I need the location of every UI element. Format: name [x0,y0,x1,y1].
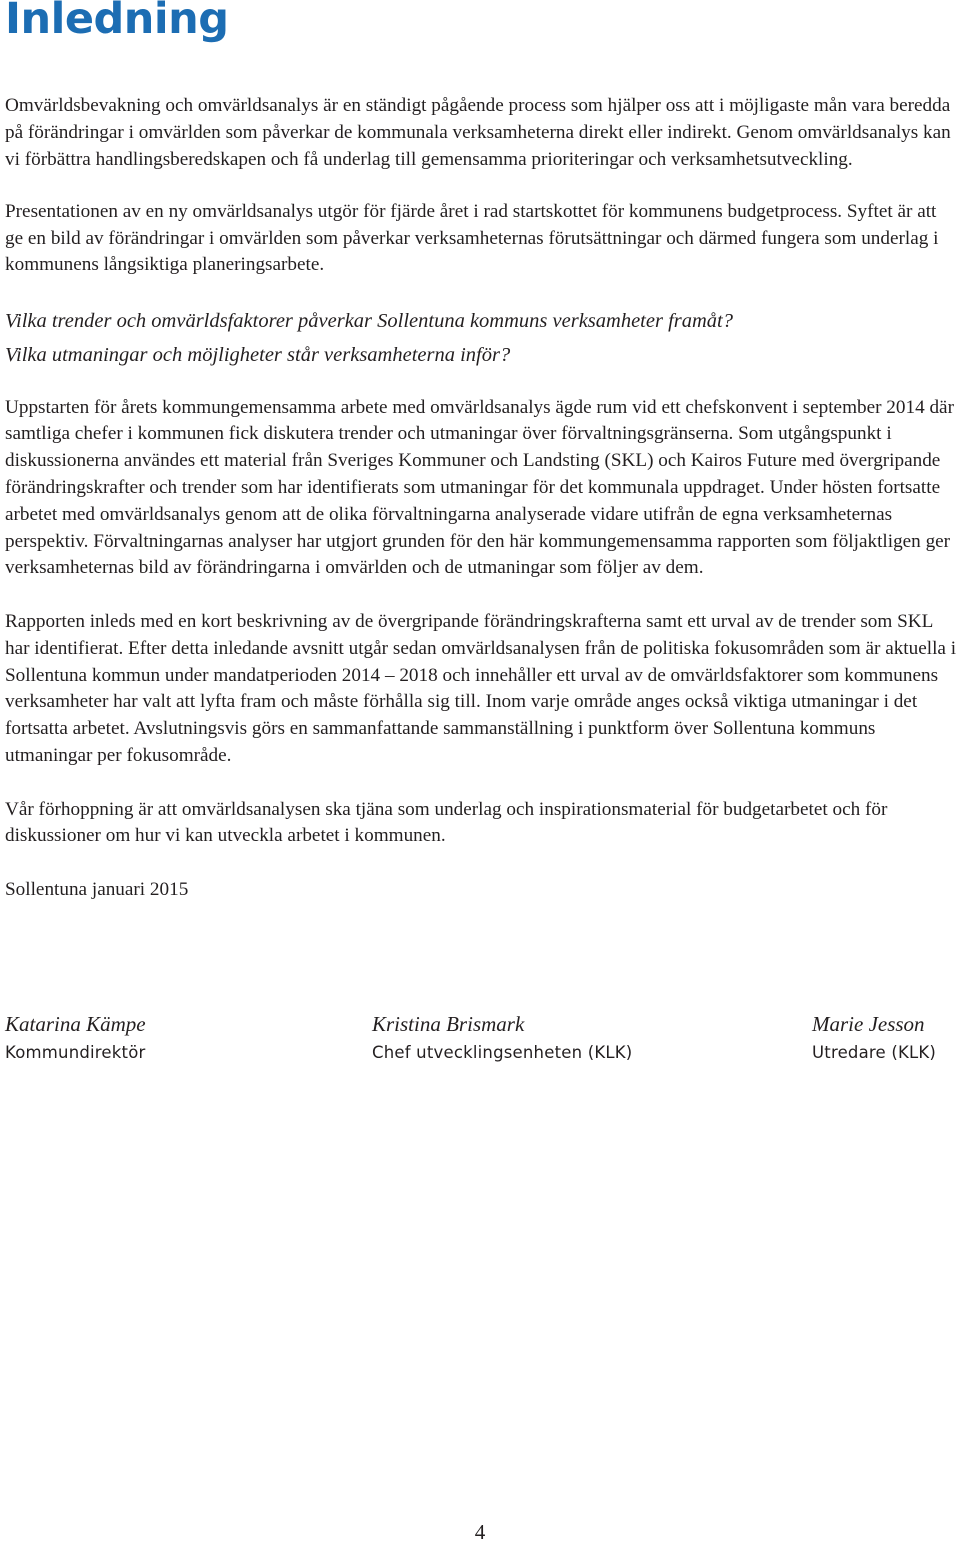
kickoff-paragraph: Uppstarten för årets kommungemensamma arbete med omvärldsanalys ägde rum vid ett chefskonvent i september 2014 där samtliga chefer i kommunen fick diskutera trender och utmaningar över förvaltningsgränserna. Som utgångspunkt i diskussionerna användes ett material från Sveriges Kommuner och Landsting (SKL) och Kairos Future med övergripande förändringskrafter och trender som har identifierats som utmaningar för det kommunala uppdraget. Under hösten fortsatte arbetet med omvärldsanalys genom att de olika förvaltningarna analyserade vidare utifrån de egna verksamheternas perspektiv. Förvaltningarnas analyser har utgjort grunden för den här kommungemensamma rapporten som följaktligen ger verksamheternas bild av förändringarna i omvärlden och de utmaningar som följer av dem. [5,396,954,579]
signatory-brismark [372,1009,632,1067]
intro-paragraph: Omvärldsbevakning och omvärldsanalys är en ständigt pågående process som hjälper oss att i möjligaste mån vara beredda på förändringar i omvärlden som påverkar de kommunala verksamheterna direkt eller indirekt. Genom omvärldsanalys kan vi förbättra handlingsberedskapen och få underlag till gemensamma prioriteringar och verksamhetsutveckling. [5,95,951,170]
signatory-title: Chef utvecklingsenheten (KLK) [372,1043,633,1062]
key-questions [5,304,959,372]
signatory-title: Kommundirektör [5,1043,146,1062]
signatory-title: Utredare (KLK) [812,1043,937,1062]
date-line: Sollentuna januari 2015 [5,878,189,900]
purpose-paragraph: Presentationen av en ny omvärldsanalys utgör för fjärde året i rad startskottet för kommunens budgetprocess. Syftet är att ge en bild av förändringar i omvärlden som påverkar verksamheternas förutsättningar och därmed fungera som underlag i kommunens långsiktiga planeringsarbete. [5,200,939,276]
signatory-name: Marie Jesson [812,1012,925,1036]
signatory-kampe [5,1009,146,1067]
question-trends: Vilka trender och omvärldsfaktorer påverkar Sollentuna kommuns verksamheter framåt? [5,309,733,332]
question-challenges: Vilka utmaningar och möjligheter står verksamheterna inför? [5,343,511,366]
report-outline-paragraph: Rapporten inleds med en kort beskrivning av de övergripande förändringskrafterna samt ett urval av de trender som SKL har identifierat. Efter detta inledande avsnitt utgår sedan omvärldsanalysen från de politiska fokusområden som är aktuella i Sollentuna kommun under mandatperioden 2014 – 2018 och innehåller ett urval av de omvärldsfaktorer som kommunens verksamheter har valt att lyfta fram och måste förhålla sig till. Inom varje område anges också viktiga utmaningar i det fortsatta arbetet. Avslutningsvis görs en sammanfattande sammanställning i punktform över Sollentuna kommuns utmaningar per fokusområde. [5,610,957,766]
hope-paragraph: Vår förhoppning är att omvärldsanalysen ska tjäna som underlag och inspirationsmaterial för budgetarbetet och för diskussioner om hur vi kan utveckla arbetet i kommunen. [5,798,888,847]
body-text [5,93,959,929]
signatory-name: Katarina Kämpe [5,1012,146,1036]
signatures [0,1009,960,1069]
signatory-name: Kristina Brismark [372,1012,525,1036]
page-title: Inledning [5,0,229,44]
page-number: 4 [474,1520,486,1544]
signatory-jesson [812,1009,936,1067]
